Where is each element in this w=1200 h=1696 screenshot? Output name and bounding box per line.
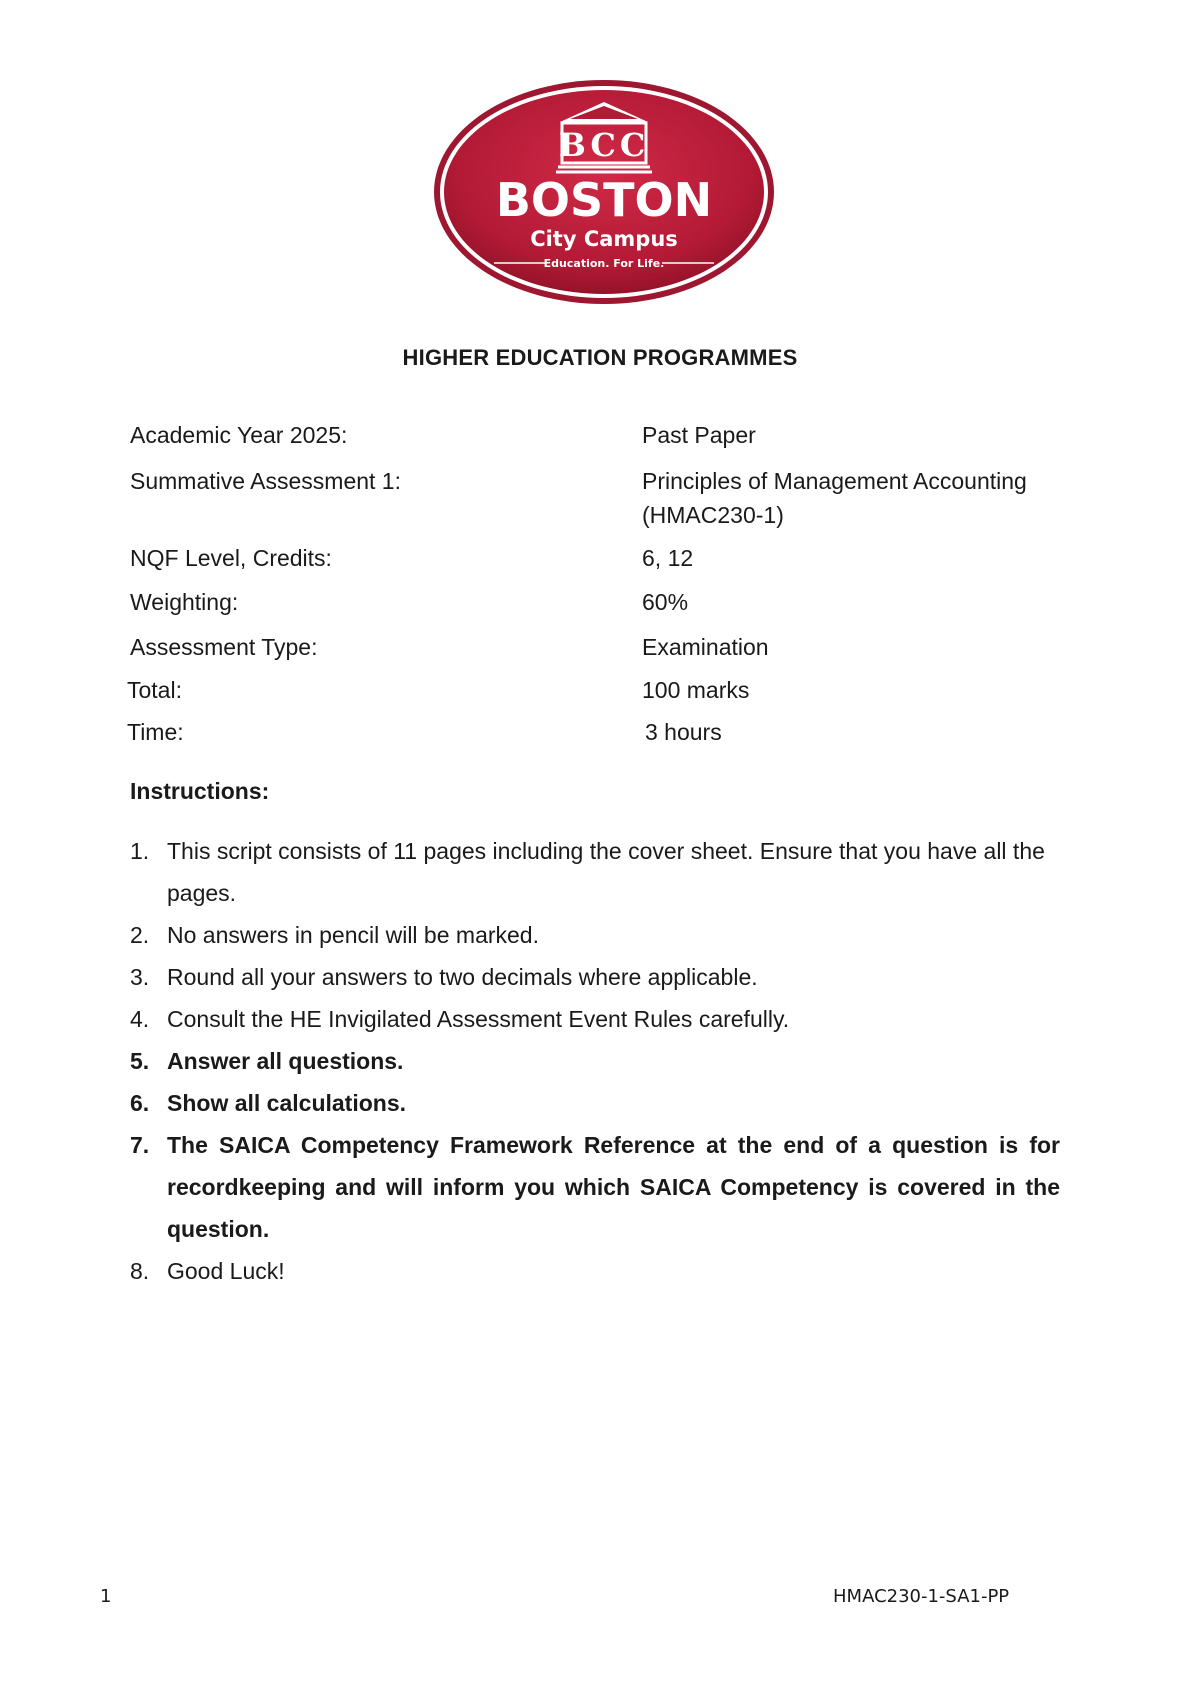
meta-row-nqf — [0, 541, 1200, 573]
assessment-label: Summative Assessment 1: — [130, 468, 401, 494]
academic-year-value: Past Paper — [642, 422, 756, 448]
instruction-item — [130, 998, 1060, 1040]
page-heading: HIGHER EDUCATION PROGRAMMES — [402, 345, 798, 370]
time-label: Time: — [127, 719, 184, 745]
instruction-text: This script consists of 11 pages including the cover sheet. Ensure that you have all the pages. — [167, 838, 1045, 906]
instruction-number: 2. — [130, 922, 150, 948]
meta-row-time — [0, 715, 1200, 747]
instruction-number: 3. — [130, 964, 150, 990]
meta-row-total — [0, 673, 1200, 705]
total-value: 100 marks — [642, 677, 750, 703]
instruction-number: 5. — [130, 1048, 150, 1074]
instruction-item — [130, 830, 1060, 914]
assessment-type-label: Assessment Type: — [130, 634, 318, 660]
weighting-value: 60% — [642, 589, 689, 615]
weighting-label: Weighting: — [130, 589, 239, 615]
logo-emblem — [432, 78, 776, 306]
nqf-label: NQF Level, Credits: — [130, 545, 332, 571]
instruction-number: 8. — [130, 1258, 150, 1284]
academic-year-label: Academic Year 2025: — [130, 422, 348, 448]
assessment-value: Principles of Management Accounting (HMAC230-1) — [642, 468, 1027, 528]
instruction-text: Answer all questions. — [167, 1048, 404, 1074]
meta-row-assessment-type — [0, 630, 1200, 662]
instruction-item — [130, 1040, 1060, 1082]
nqf-value: 6, 12 — [642, 545, 694, 571]
instruction-number: 6. — [130, 1090, 150, 1116]
instruction-text: Round all your answers to two decimals where applicable. — [167, 964, 758, 990]
meta-row-academic-year — [0, 418, 1200, 450]
meta-row-weighting — [0, 585, 1200, 617]
instruction-number: 4. — [130, 1006, 150, 1032]
footer-page-number: 1 — [100, 1586, 112, 1607]
total-label: Total: — [127, 677, 182, 703]
instruction-text: Good Luck! — [167, 1258, 285, 1284]
time-value: 3 hours — [645, 719, 722, 745]
instruction-number: 1. — [130, 838, 150, 864]
instructions-title: Instructions: — [130, 778, 270, 804]
footer-document-code: HMAC230-1-SA1-PP — [833, 1586, 1010, 1607]
logo-subtitle: City Campus — [530, 227, 678, 251]
logo-name: BOSTON — [495, 173, 713, 227]
logo-monogram: BCC — [558, 126, 650, 164]
meta-row-assessment — [0, 464, 1200, 528]
instruction-number: 7. — [130, 1132, 150, 1158]
boston-city-campus-logo — [432, 78, 776, 306]
instruction-item — [130, 1082, 1060, 1124]
instruction-item — [130, 956, 1060, 998]
instruction-text: Show all calculations. — [167, 1090, 407, 1116]
instruction-text: The SAICA Competency Framework Reference at the end of a question is for recordkeeping and will inform you which SAICA Competency is covered in the question. — [167, 1132, 1060, 1242]
instruction-text: Consult the HE Invigilated Assessment Event Rules carefully. — [167, 1006, 790, 1032]
instruction-text: No answers in pencil will be marked. — [167, 922, 539, 948]
assessment-type-value: Examination — [642, 634, 769, 660]
instruction-item — [130, 1124, 1060, 1250]
instruction-item — [130, 1250, 1060, 1292]
logo-tagline: Education. For Life. — [543, 257, 665, 270]
instruction-item — [130, 914, 1060, 956]
instruction-list — [130, 830, 1060, 1292]
